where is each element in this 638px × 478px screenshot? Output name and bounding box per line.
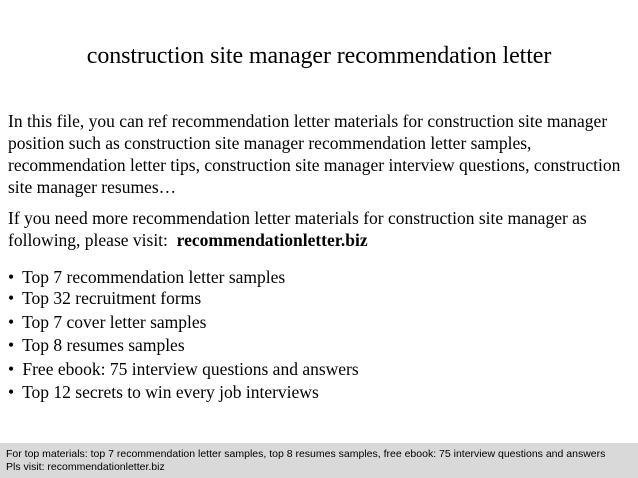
bullet-icon: • xyxy=(8,382,15,402)
list-item-label: Top 12 secrets to win every job interviews xyxy=(22,382,319,402)
list-item-label: Top 8 resumes samples xyxy=(22,335,185,355)
bullet-icon: • xyxy=(8,311,15,332)
footer-line-materials: For top materials: top 7 recommendation letter samples, top 8 resumes samples, free ebook: 75 interview questions and answers xyxy=(6,448,606,460)
list-item xyxy=(8,266,634,288)
list-item xyxy=(8,311,634,333)
footer-line-visit[interactable]: Pls visit: recommendationletter.biz xyxy=(6,461,165,473)
footer-bar xyxy=(0,443,638,478)
list-item-label: Top 32 recruitment forms xyxy=(22,288,202,308)
list-item-label: Top 7 cover letter samples xyxy=(22,311,207,332)
more-info-paragraph xyxy=(8,207,634,251)
list-item xyxy=(8,381,634,403)
list-item-label: Free ebook: 75 interview questions and answers xyxy=(22,358,359,379)
resource-list xyxy=(8,266,634,405)
bullet-icon: • xyxy=(8,358,15,379)
more-info-text: If you need more recommendation letter materials for construction site manager as following, please visit: xyxy=(8,208,587,250)
page-title: construction site manager recommendation letter xyxy=(86,43,552,69)
bullet-icon: • xyxy=(8,267,15,287)
site-link[interactable]: recommendationletter.biz xyxy=(176,230,368,250)
list-item xyxy=(8,334,634,356)
list-item xyxy=(8,358,634,380)
intro-paragraph: In this file, you can ref recommendation letter materials for construction site manager position such as construction site manager recommendation letter samples, recommendation letter tips, construction site manager interview questions, construction site manager resumes… xyxy=(8,111,621,197)
bullet-icon: • xyxy=(8,288,15,308)
bullet-icon: • xyxy=(8,335,15,355)
list-item xyxy=(8,287,634,309)
list-item-label: Top 7 recommendation letter samples xyxy=(22,267,286,287)
